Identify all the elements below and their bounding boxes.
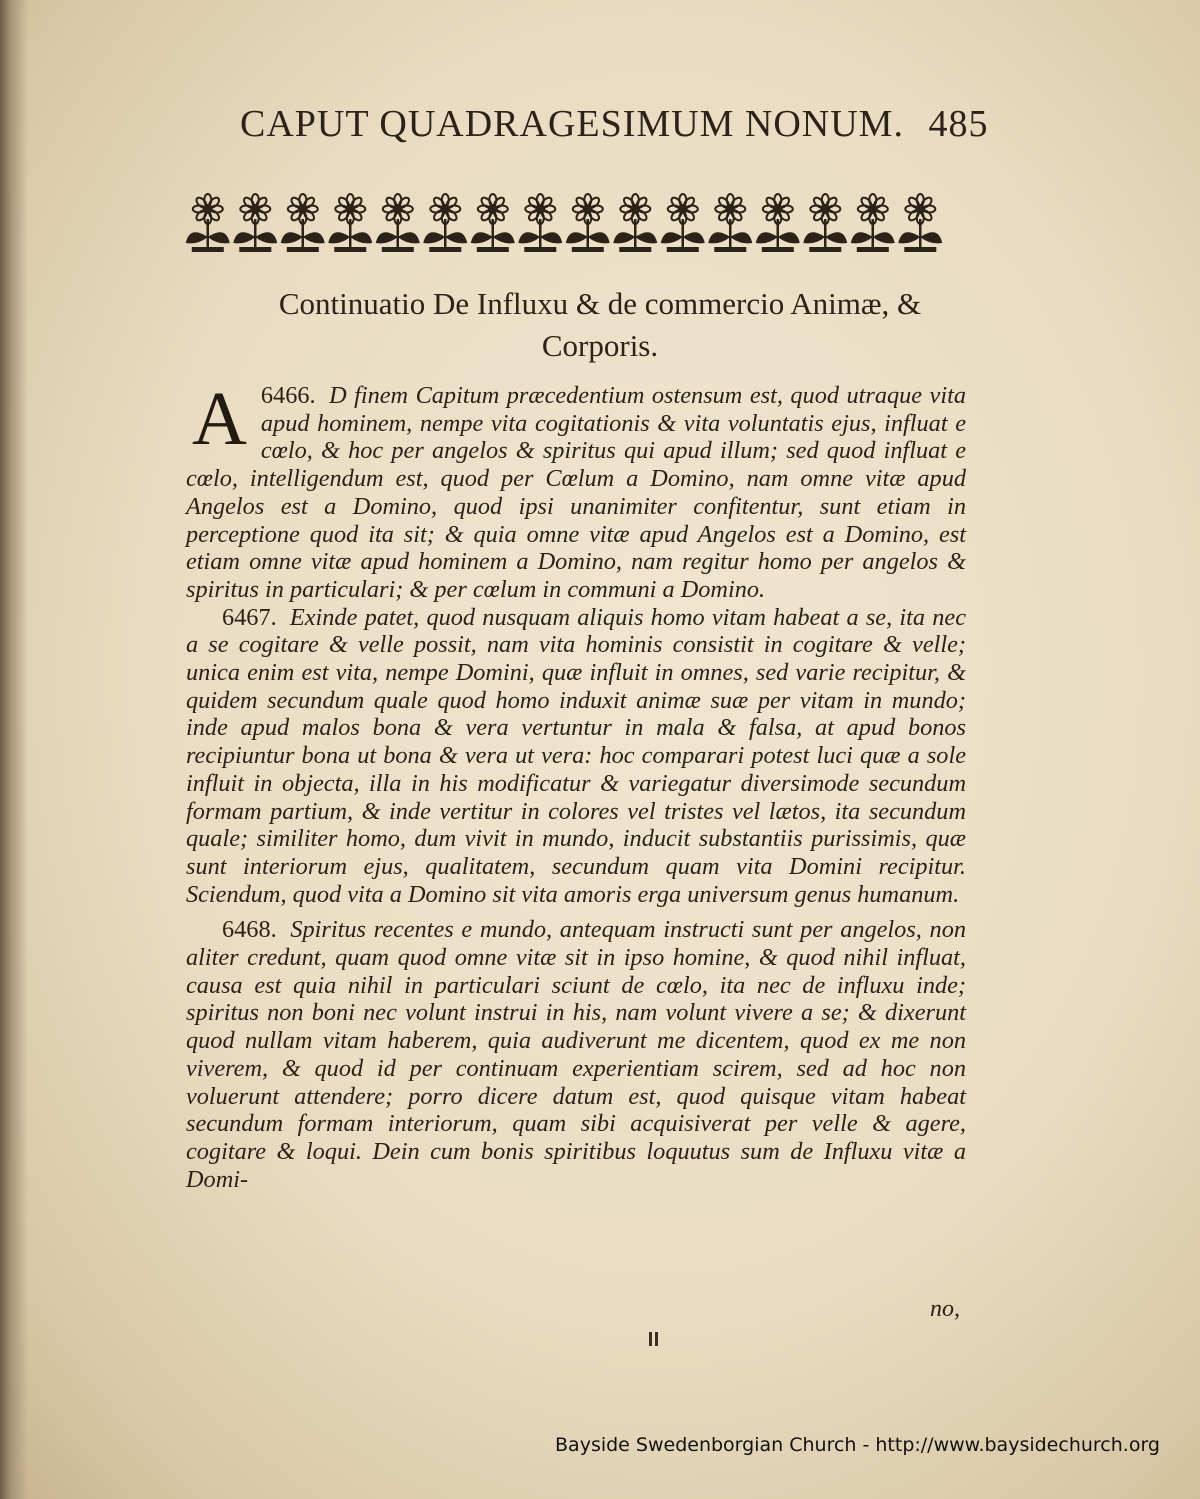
catchword: no, — [930, 1296, 960, 1322]
flower-motif — [661, 194, 705, 252]
body-text — [186, 377, 966, 1193]
paragraph-text: D finem Capitum præcedentium ostensum est, quod utraque vita apud hominem, nempe vita cogitationis & vita voluntatis ejus, influat e cœlo, & hoc per angelos & spiritus qui apud illum; sed quod influat e cœlo, intelligendum est, quod per Cœlum a Domino, nam omne vitæ apud Angelos est a Domino, quod ipsi unanimiter confitentur, sunt etiam in perceptione quod ita sit; & quia omne vitæ apud Angelos est a Domino, est etiam omne vitæ apud hominem a Domino, nam regitur homo per angelos & spiritus in particulari; & per cœlum in communi a Domino. — [186, 382, 966, 603]
paragraph-text: Spiritus recentes e mundo, antequam instructi sunt per angelos, non aliter credunt, quam quod omne vitæ sit in ipso homine, & quod nihil influat, causa est quia nihil in particulari sciunt de cœlo, ita nec de influxu inde; spiritus non boni nec volunt instrui in his, nam volunt vivere a se; & dixerunt quod nullam vitam haberem, quia audiverunt me dicentem, quod ex me non viverem, & quod id per continuam experientiam scirem, sed ad hoc non voluerunt attendere; porro dicere datum est, quod quisque vitam habeat secundum formam interiorum, quam sibi acquisiverat per velle & agere, cogitare & loqui. Dein cum bonis spiritibus loquutus sum de Influxu vitæ a Domi- — [186, 916, 966, 1193]
running-head — [240, 102, 989, 146]
flower-motif — [281, 194, 325, 252]
chapter-heading: CAPUT QUADRAGESIMUM NONUM. — [240, 103, 904, 145]
chapter-title-line-2: Corporis. — [541, 328, 659, 363]
floral-band-icon — [184, 185, 944, 257]
flower-motif — [233, 194, 277, 252]
paragraph-number: 6468. — [222, 916, 277, 944]
drop-cap: A — [192, 377, 247, 461]
footer-credit: Bayside Swedenborgian Church - http://www.baysidechurch.org — [555, 1434, 1160, 1456]
paragraph-6467 — [186, 604, 966, 909]
page-number: 485 — [928, 103, 989, 145]
paragraph-6466 — [186, 377, 966, 604]
flower-motif — [376, 194, 420, 252]
binding-gutter — [0, 0, 28, 1499]
flower-motif — [756, 194, 800, 252]
flower-motif — [898, 194, 942, 252]
paragraph-number: 6467. — [222, 603, 277, 631]
signature-mark-icon — [644, 1328, 664, 1350]
flower-motif — [186, 194, 230, 252]
flower-motif — [803, 194, 847, 252]
paragraph-6468 — [186, 916, 966, 1193]
flower-motif — [471, 194, 515, 252]
paragraph-number: 6466. — [260, 382, 316, 409]
flower-motif — [851, 194, 895, 252]
flower-motif — [423, 194, 467, 252]
flower-motif — [518, 194, 562, 252]
flower-motif — [613, 194, 657, 252]
paragraph-text: Exinde patet, quod nusquam aliquis homo vitam habeat a se, ita nec a se cogitare & velle possit, nam vita hominis consistit in cogitare & velle; unica enim est vita, nempe Domini, quæ influit in omnes, sed varie recipitur, & quidem secundum quale quod homo induxit animæ suæ per vitam in mundo; inde apud malos bona & vera vertuntur in mala & falsa, at apud bonos recipiuntur bona ut bona & vera ut vera: hoc comparari potest luci quæ a sole influit in objecta, illa in his modificatur & variegatur diversimode secundum formam partium, & inde vertitur in colores vel tristes vel lætos, ita secundum quale; similiter homo, dum vivit in mundo, inducit substantiis purissimis, quæ sunt interiorum ejus, qualitatem, secundum quam vita Domini recipitur. Sciendum, quod vita a Domino sit vita amoris erga universum genus humanum. — [186, 603, 966, 908]
flower-motif — [566, 194, 610, 252]
chapter-title — [140, 283, 1060, 367]
flower-motif — [708, 194, 752, 252]
chapter-title-line-1: Continuatio De Influxu & de commercio Animæ, & — [278, 286, 922, 321]
flower-motif — [328, 194, 372, 252]
